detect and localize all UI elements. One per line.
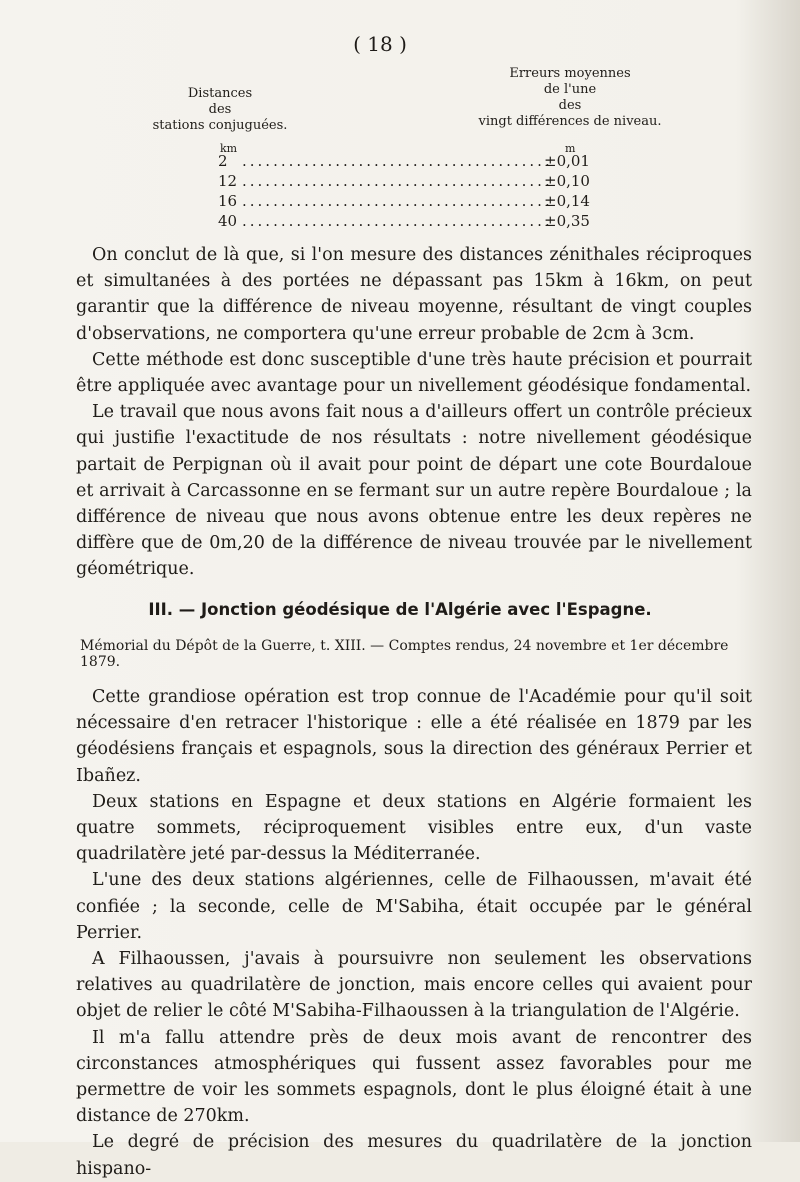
table-header-errors — [470, 66, 670, 130]
error-value: ±0,10 — [544, 172, 590, 190]
source-citation: Mémorial du Dépôt de la Guerre, t. XIII. — Comptes rendus, 24 novembre et 1er décembre 1879. — [80, 638, 729, 670]
paragraph: Il m'a fallu attendre près de deux mois avant de rencontrer des circonstances atmosphériques qui fussent assez favorables pour me permettre de voir les sommets espagnols, dont le plus éloigné était à une distance de 270km. — [76, 1027, 752, 1127]
header-line: de l'une — [543, 82, 597, 97]
header-line: des — [558, 98, 582, 113]
header-line: Distances — [187, 86, 253, 101]
distance-value: 12 — [218, 172, 238, 190]
distance-value: 2 — [218, 152, 228, 170]
text-block-2 — [76, 684, 752, 1182]
table-header-distances — [150, 86, 290, 134]
table-row: 16 ........................................ ±0,14 — [218, 192, 590, 210]
section-title: III. — Jonction géodésique de l'Algérie avec l'Espagne. — [148, 600, 652, 619]
error-value: ±0,35 — [544, 212, 590, 230]
table-row: 40 ........................................ ±0,35 — [218, 212, 590, 230]
page-number: ( 18 ) — [353, 32, 407, 56]
paragraph: On conclut de là que, si l'on mesure des distances zénithales réciproques et simultanées à des portées ne dépassant pas 15km à 16km, on peut garantir que la différence de niveau moyenne, résultant de vingt couples d'observations, ne comportera qu'une erreur probable de 2cm à 3cm. — [76, 245, 752, 344]
paragraph: Cette grandiose opération est trop connue de l'Académie pour qu'il soit nécessaire d'en retracer l'historique : elle a été réalisée en 1879 par les géodésiens français et espagnols, sous la direction des généraux Perrier et Ibañez. — [76, 687, 752, 786]
paragraph: Cette méthode est donc susceptible d'une très haute précision et pourrait être appliquée avec avantage pour un nivellement géodésique fondamental. — [76, 349, 752, 397]
table-row: 12 ........................................ ±0,10 — [218, 172, 590, 190]
distance-value: 40 — [218, 212, 238, 230]
error-value: ±0,01 — [544, 152, 590, 170]
header-line: vingt différences de niveau. — [478, 114, 662, 129]
unit-km: km — [220, 142, 238, 155]
paragraph: Le travail que nous avons fait nous a d'ailleurs offert un contrôle précieux qui justifie l'exactitude de nos résultats : notre nivellement géodésique partait de Perpignan où il avait pour point de départ une cote Bourdaloue et arrivait à Carcassonne en se fermant sur un autre repère Bourdaloue ; la différence de niveau que nous avons obtenue entre les deux repères ne diffère que de 0m,20 de la différence de niveau trouvée par le nivellement géométrique. — [76, 402, 752, 580]
header-line: Erreurs moyennes — [509, 66, 631, 81]
paragraph: L'une des deux stations algériennes, celle de Filhaoussen, m'avait été confiée ; la seconde, celle de M'Sabiha, était occupée par le général Perrier. — [76, 870, 752, 943]
distance-value: 16 — [218, 192, 238, 210]
paragraph: Deux stations en Espagne et deux stations en Algérie formaient les quatre sommets, réciproquement visibles entre eux, d'un vaste quadrilatère jeté par-dessus la Méditerranée. — [76, 791, 752, 865]
text-block-1 — [76, 242, 752, 583]
paragraph: A Filhaoussen, j'avais à poursuivre non seulement les observations relatives au quadrilatère de jonction, mais encore celles qui avaient pour objet de relier le côté M'Sabiha-Filhaoussen à la triangulation de l'Algérie. — [76, 949, 752, 1022]
paragraph: Le degré de précision des mesures du quadrilatère de la jonction hispano- — [76, 1132, 752, 1179]
header-line: stations conjuguées. — [152, 118, 288, 133]
table-row: 2 ........................................ ±0,01 — [218, 152, 590, 170]
header-line: des — [208, 102, 232, 117]
error-value: ±0,14 — [544, 192, 590, 210]
unit-m: m — [565, 142, 576, 155]
